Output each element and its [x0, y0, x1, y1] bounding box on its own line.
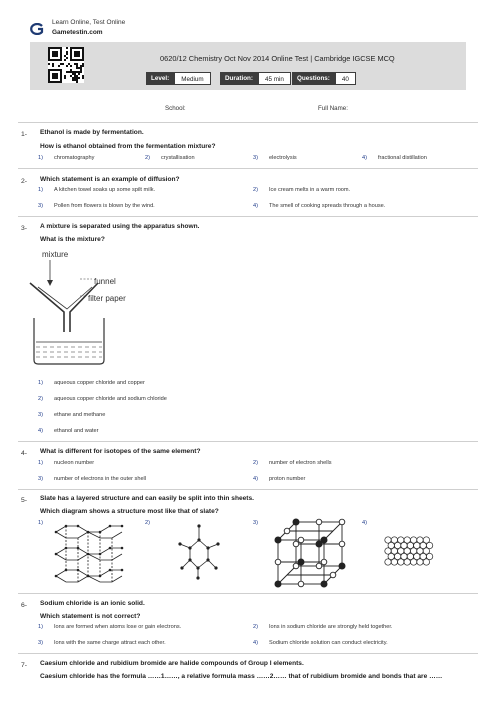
option-text[interactable]: The smell of cooking spreads through a house.	[269, 203, 386, 209]
questions-badge	[292, 72, 356, 85]
option-number[interactable]: 4)	[362, 520, 367, 526]
option-number[interactable]: 4)	[253, 476, 258, 482]
question-number: 2-	[21, 178, 28, 185]
branched-molecule-diagram[interactable]	[176, 522, 222, 582]
question-text: Caesium chloride and rubidium bromide are halide compounds of Group I elements.	[40, 660, 304, 667]
atom-circle	[404, 559, 410, 565]
gametest-logo-icon	[30, 23, 44, 35]
atom-circle	[385, 559, 391, 565]
question-text: What is the mixture?	[40, 236, 105, 243]
level-badge	[146, 72, 211, 85]
option-text[interactable]: number of electrons in the outer shell	[54, 476, 147, 482]
layered-hexagon-structure-diagram[interactable]	[50, 520, 130, 586]
option-number[interactable]: 1)	[38, 187, 43, 193]
option-text[interactable]: Ions in sodium chloride are strongly held together.	[269, 624, 393, 630]
option-number[interactable]: 1)	[38, 380, 43, 386]
option-text[interactable]: aqueous copper chloride and sodium chloride	[54, 396, 167, 402]
atom-circle	[391, 559, 397, 565]
question-number: 7-	[21, 662, 28, 669]
option-number[interactable]: 3)	[38, 203, 43, 209]
option-text[interactable]: electrolysis	[269, 155, 297, 161]
question-text: Ethanol is made by fermentation.	[40, 129, 144, 136]
option-number[interactable]: 1)	[38, 155, 43, 161]
option-text[interactable]: Pollen from flowers is blown by the wind.	[54, 203, 155, 209]
mixture-label: mixture	[42, 250, 69, 259]
option-text[interactable]: Ions with the same charge attract each other.	[54, 640, 166, 646]
option-number[interactable]: 2)	[253, 460, 258, 466]
option-number[interactable]: 3)	[253, 155, 258, 161]
divider	[18, 216, 478, 217]
option-text[interactable]: ethanol and water	[54, 428, 99, 434]
question-text: Sodium chloride is an ionic solid.	[40, 600, 145, 607]
duration-value: 45 min	[258, 72, 291, 85]
option-number[interactable]: 4)	[253, 203, 258, 209]
questions-value: 40	[335, 72, 356, 85]
option-number[interactable]: 4)	[362, 155, 367, 161]
brand-site[interactable]: Gametestin.com	[52, 29, 103, 36]
option-number[interactable]: 3)	[38, 640, 43, 646]
option-number[interactable]: 2)	[253, 187, 258, 193]
question-number: 1-	[21, 131, 28, 138]
question-number: 3-	[21, 225, 28, 232]
option-text[interactable]: Ions are formed when atoms lose or gain electrons.	[54, 624, 182, 630]
option-text[interactable]: Ice cream melts in a warm room.	[269, 187, 351, 193]
question-number: 5-	[21, 497, 28, 504]
divider	[18, 489, 478, 490]
duration-label: Duration:	[220, 72, 258, 85]
option-number[interactable]: 2)	[253, 624, 258, 630]
option-text[interactable]: aqueous copper chloride and copper	[54, 380, 145, 386]
option-number[interactable]: 1)	[38, 624, 43, 630]
level-value: Medium	[174, 72, 210, 85]
option-text[interactable]: proton number	[269, 476, 306, 482]
duration-badge	[220, 72, 291, 85]
question-text: What is different for isotopes of the same element?	[40, 448, 201, 455]
filtration-apparatus-figure	[28, 246, 168, 372]
option-text[interactable]: number of electron shells	[269, 460, 332, 466]
question-text: Caesium chloride has the formula ……1……, a relative formula mass ……2…… that of rubidium bromide and bonds that are ……	[40, 673, 443, 680]
question-number: 4-	[21, 450, 28, 457]
divider	[18, 168, 478, 169]
school-field-label: School:	[165, 105, 186, 112]
close-packed-layer-diagram[interactable]	[384, 536, 436, 566]
atom-circle	[410, 559, 416, 565]
question-text: Which statement is not correct?	[40, 613, 141, 620]
question-text: How is ethanol obtained from the fermentation mixture?	[40, 143, 216, 150]
test-title: 0620/12 Chemistry Oct Nov 2014 Online Test | Cambridge IGCSE MCQ	[160, 54, 395, 63]
option-number[interactable]: 4)	[253, 640, 258, 646]
qr-code-icon[interactable]	[48, 47, 84, 83]
option-text[interactable]: chromatography	[54, 155, 95, 161]
question-text: Which statement is an example of diffusion?	[40, 176, 180, 183]
option-text[interactable]: A kitchen towel soaks up some spilt milk.	[54, 187, 156, 193]
option-number[interactable]: 1)	[38, 520, 43, 526]
atom-circle	[398, 559, 404, 565]
funnel-label: funnel	[94, 277, 116, 286]
question-text: Slate has a layered structure and can easily be split into thin sheets.	[40, 495, 255, 502]
option-number[interactable]: 3)	[38, 412, 43, 418]
filter-paper-label: filter paper	[88, 294, 126, 303]
questions-label: Questions:	[292, 72, 335, 85]
option-text[interactable]: fractional distillation	[378, 155, 427, 161]
brand-tagline: Learn Online, Test Online	[52, 19, 126, 26]
divider	[18, 441, 478, 442]
atom-circle	[423, 559, 429, 565]
cubic-lattice-diagram[interactable]	[272, 518, 348, 588]
question-text: A mixture is separated using the apparatus shown.	[40, 223, 200, 230]
option-number[interactable]: 2)	[145, 520, 150, 526]
test-header	[30, 42, 466, 90]
option-text[interactable]: ethane and methane	[54, 412, 106, 418]
option-number[interactable]: 3)	[38, 476, 43, 482]
option-number[interactable]: 3)	[253, 520, 258, 526]
level-label: Level:	[146, 72, 174, 85]
option-number[interactable]: 2)	[145, 155, 150, 161]
question-text: Which diagram shows a structure most like that of slate?	[40, 508, 219, 515]
option-number[interactable]: 2)	[38, 396, 43, 402]
option-number[interactable]: 1)	[38, 460, 43, 466]
divider	[18, 122, 478, 123]
option-text[interactable]: Sodium chloride solution can conduct electricity.	[269, 640, 388, 646]
option-number[interactable]: 4)	[38, 428, 43, 434]
divider	[18, 653, 478, 654]
fullname-field-label: Full Name:	[318, 105, 348, 112]
option-text[interactable]: nucleon number	[54, 460, 95, 466]
question-number: 6-	[21, 602, 28, 609]
option-text[interactable]: crystallisation	[161, 155, 195, 161]
divider	[18, 593, 478, 594]
atom-circle	[417, 559, 423, 565]
